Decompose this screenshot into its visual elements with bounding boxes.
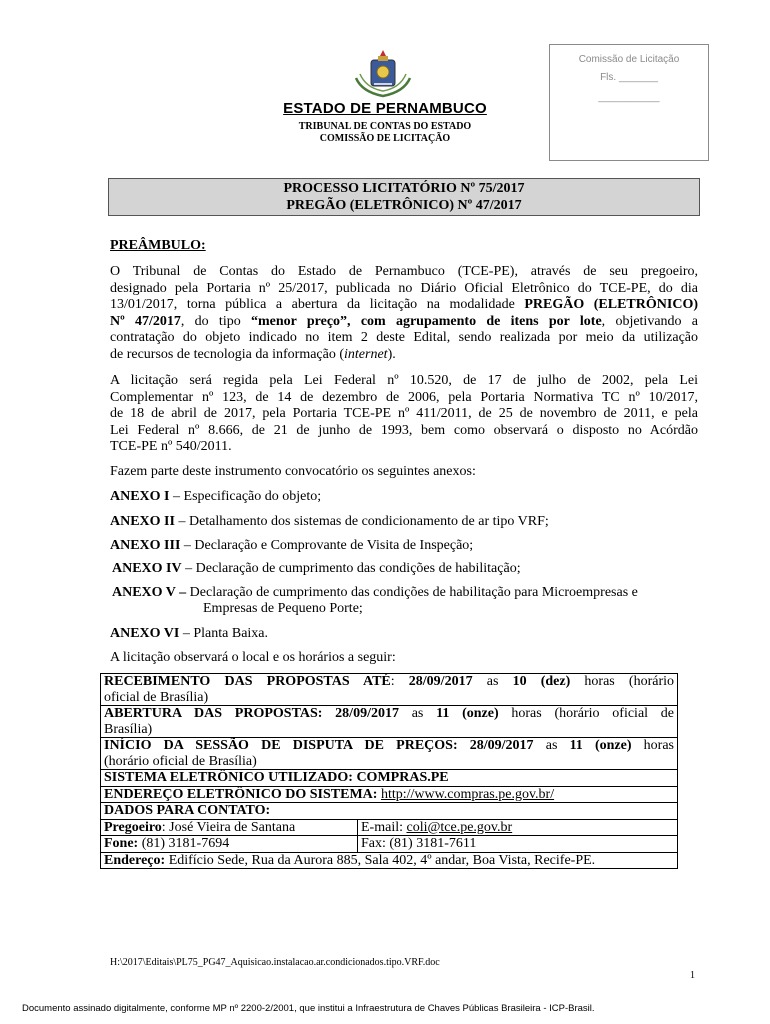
table-row: Pregoeiro: José Vieira de Santana E-mail: coli@tce.pe.gov.br: [101, 819, 678, 836]
table-row: ABERTURA DAS PROPOSTAS: 28/09/2017 as 11 (onze) horas (horário oficial de Brasília): [101, 706, 678, 738]
digital-signature-notice: Documento assinado digitalmente, conforme MP nº 2200-2/2001, que institui a Infraestrutura de Chaves Públicas Brasileira - ICP-Brasil.: [22, 1003, 595, 1014]
stamp-line: ___________: [598, 92, 660, 103]
stamp-title: Comissão de Licitação: [578, 54, 680, 65]
annex-item: ANEXO VI – Planta Baixa.: [110, 626, 269, 641]
process-title-box: [108, 178, 700, 216]
table-row: ENDEREÇO ELETRÔNICO DO SISTEMA: http://www.compras.pe.gov.br/: [101, 786, 678, 803]
annex-intro: Fazem parte deste instrumento convocatório os seguintes anexos:: [110, 464, 476, 479]
file-path-footer: H:\2017\Editais\PL75_PG47_Aquisicao.instalacao.ar.condicionados.tipo.VRF.doc: [110, 957, 440, 968]
preamble-heading: PREÂMBULO:: [110, 238, 206, 253]
pregao-number: PREGÃO (ELETRÔNICO) Nº 47/2017: [286, 198, 522, 213]
annex-item: ANEXO IV – Declaração de cumprimento das condições de habilitação;: [112, 561, 521, 576]
table-row: INÍCIO DA SESSÃO DE DISPUTA DE PREÇOS: 28/09/2017 as 11 (onze) horas (horário oficial de Brasília): [101, 738, 678, 770]
state-coat-of-arms-icon: [352, 48, 414, 98]
stamp-fls: Fls. _______: [600, 72, 658, 83]
schedule-table: [100, 673, 678, 869]
page-number: 1: [690, 970, 695, 981]
email-link[interactable]: coli@tce.pe.gov.br: [406, 819, 513, 835]
protocol-stamp-box: [549, 44, 709, 161]
annex-item: ANEXO III – Declaração e Comprovante de Visita de Inspeção;: [110, 538, 474, 553]
header-commission: COMISSÃO DE LICITAÇÃO: [319, 133, 451, 144]
table-row: Fone: (81) 3181-7694 Fax: (81) 3181-7611: [101, 836, 678, 853]
preamble-paragraph-2: A licitação será regida pela Lei Federal nº 10.520, de 17 de julho de 2002, pela Lei Complementar nº 123, de 14 de dezembro de 2006, pela Portaria Normativa TC nº 10/2017, de 18 de abril de 2017, pela Portaria TCE-PE nº 411/2011, de 25 de novembro de 2011, e pela Lei Federal nº 8.666, de 21 de junho de 1993, bem como observará o disposto no Acórdão TCE-PE nº 540/2011.: [110, 373, 698, 455]
table-row: RECEBIMENTO DAS PROPOSTAS ATÉ: 28/09/2017 as 10 (dez) horas (horário oficial de Brasília): [101, 674, 678, 706]
table-row: DADOS PARA CONTATO:: [101, 803, 678, 820]
header-state: ESTADO DE PERNAMBUCO: [283, 100, 487, 117]
annex-item: ANEXO V – Declaração de cumprimento das condições de habilitação para Microempresas e: [112, 585, 638, 600]
annex-item: ANEXO II – Detalhamento dos sistemas de condicionamento de ar tipo VRF;: [110, 514, 549, 529]
schedule-intro: A licitação observará o local e os horários a seguir:: [110, 650, 396, 665]
table-row: Endereço: Edifício Sede, Rua da Aurora 885, Sala 402, 4º andar, Boa Vista, Recife-PE.: [101, 852, 678, 869]
table-row: SISTEMA ELETRÔNICO UTILIZADO: COMPRAS.PE: [101, 770, 678, 787]
preamble-paragraph-1: O Tribunal de Contas do Estado de Pernambuco (TCE-PE), através de seu pregoeiro, designado pela Portaria nº 25/2017, publicada no Diário Oficial Eletrônico do TCE-PE, do dia 13/01/2017, torna pública a abertura da licitação na modalidade PREGÃO (ELETRÔNICO) Nº 47/2017, do tipo “menor preço”, com agrupamento de itens por lote, objetivando a contratação do objeto indicado no item 2 deste Edital, sendo realizada por meio da utilização de recursos de tecnologia da informação (internet).: [110, 264, 699, 362]
annex-item: ANEXO I – Especificação do objeto;: [110, 489, 322, 504]
annex-item-continuation: Empresas de Pequeno Porte;: [203, 601, 363, 616]
process-number: PROCESSO LICITATÓRIO Nº 75/2017: [283, 181, 525, 196]
system-url-link[interactable]: http://www.compras.pe.gov.br/: [380, 786, 555, 802]
header-court: TRIBUNAL DE CONTAS DO ESTADO: [298, 121, 472, 132]
